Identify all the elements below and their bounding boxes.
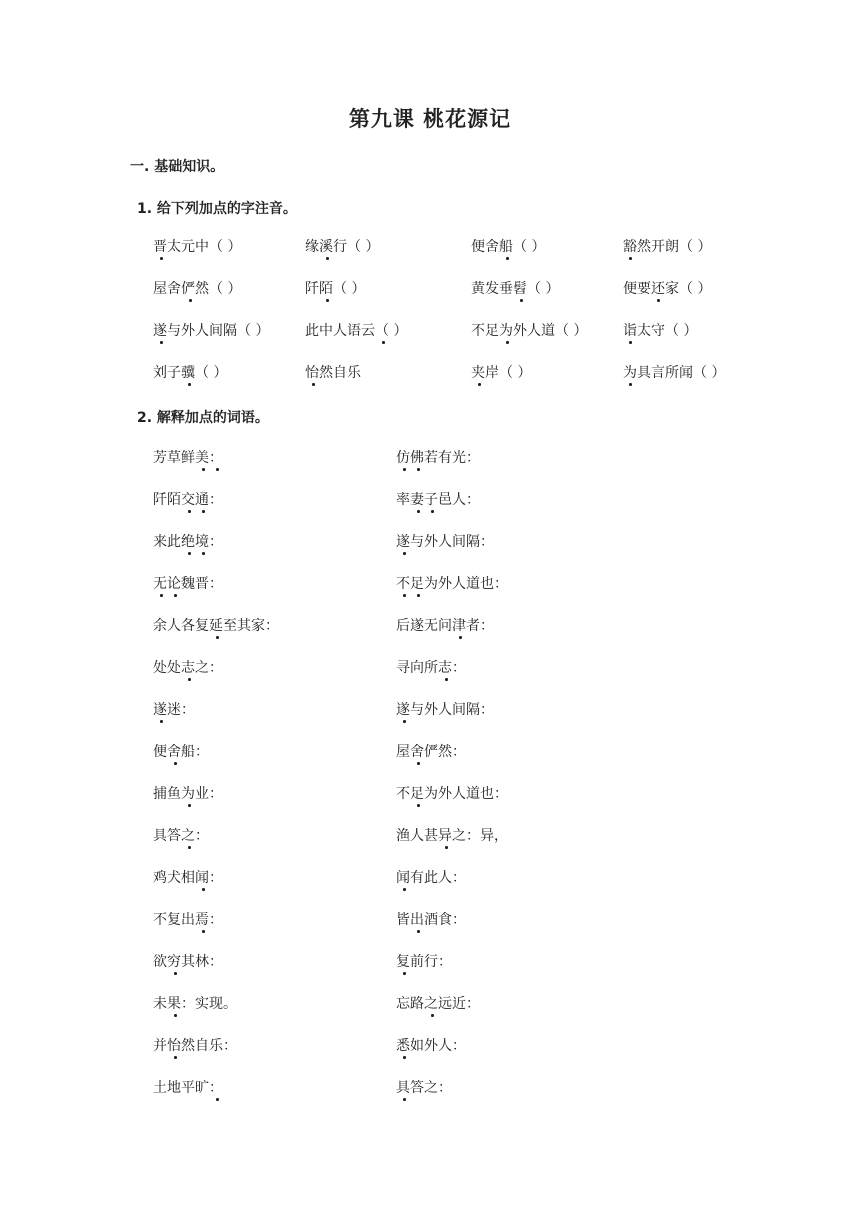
- emphasis-dot: [160, 341, 163, 344]
- definition-row: [153, 447, 713, 489]
- emphasis-dot: [174, 1056, 177, 1059]
- definition-item: 具答之：: [396, 1080, 452, 1096]
- definition-item: 余人各复延至其家：: [153, 618, 279, 634]
- pinyin-row: [153, 236, 753, 278]
- pinyin-item: 刘子骥（ ）: [153, 365, 228, 381]
- emphasis-dot: [403, 1098, 406, 1101]
- pinyin-exercise-grid: [153, 236, 753, 404]
- emphasis-dot: [202, 930, 205, 933]
- definition-item: 来此绝境：: [153, 534, 223, 550]
- emphasis-dot: [326, 299, 329, 302]
- definition-row: [153, 825, 713, 867]
- emphasis-dot: [445, 846, 448, 849]
- definition-item: 复前行：: [396, 954, 452, 970]
- pinyin-item: 黄发垂髫（ ）: [471, 281, 560, 297]
- emphasis-dot: [629, 257, 632, 260]
- definition-item: 阡陌交通：: [153, 492, 223, 508]
- definition-item: 渔人甚异之：异，: [396, 828, 508, 844]
- definition-row: [153, 489, 713, 531]
- emphasis-dot: [174, 1014, 177, 1017]
- definition-row: [153, 699, 713, 741]
- emphasis-dot: [403, 972, 406, 975]
- pinyin-item: 诣太守（ ）: [623, 323, 698, 339]
- definition-item: 忘路之远近：: [396, 996, 480, 1012]
- emphasis-dot: [216, 468, 219, 471]
- definition-item: 并怡然自乐：: [153, 1038, 237, 1054]
- emphasis-dot: [417, 594, 420, 597]
- definition-item: 便舍船：: [153, 744, 209, 760]
- pinyin-item: 夹岸（ ）: [471, 365, 532, 381]
- emphasis-dot: [417, 930, 420, 933]
- pinyin-item: 便要还家（ ）: [623, 281, 712, 297]
- emphasis-dot: [216, 1098, 219, 1101]
- emphasis-dot: [188, 552, 191, 555]
- definition-item: 遂与外人间隔：: [396, 702, 494, 718]
- definition-row: [153, 1035, 713, 1077]
- definition-item: 处处志之：: [153, 660, 223, 676]
- emphasis-dot: [629, 341, 632, 344]
- definition-row: [153, 993, 713, 1035]
- emphasis-dot: [160, 594, 163, 597]
- emphasis-dot: [160, 720, 163, 723]
- definition-row: [153, 783, 713, 825]
- emphasis-dot: [403, 720, 406, 723]
- definition-item: 不复出焉：: [153, 912, 223, 928]
- emphasis-dot: [417, 804, 420, 807]
- section-heading-basic-knowledge: 一. 基础知识。: [130, 159, 225, 175]
- pinyin-item: 晋太元中（ ）: [153, 239, 242, 255]
- definition-item: 具答之：: [153, 828, 209, 844]
- definition-item: 悉如外人：: [396, 1038, 466, 1054]
- emphasis-dot: [160, 257, 163, 260]
- definition-item: 仿佛若有光：: [396, 450, 480, 466]
- pinyin-item: 不足为外人道（ ）: [471, 323, 588, 339]
- definition-row: [153, 867, 713, 909]
- emphasis-dot: [403, 468, 406, 471]
- definition-row: [153, 615, 713, 657]
- emphasis-dot: [189, 299, 192, 302]
- definition-item: 无论魏晋：: [153, 576, 223, 592]
- definition-item: 鸡犬相闻：: [153, 870, 223, 886]
- pinyin-item: 为具言所闻（ ）: [623, 365, 726, 381]
- pinyin-row: [153, 278, 753, 320]
- emphasis-dot: [188, 678, 191, 681]
- definition-row: [153, 657, 713, 699]
- pinyin-item: 怡然自乐: [305, 365, 361, 381]
- emphasis-dot: [506, 341, 509, 344]
- emphasis-dot: [188, 510, 191, 513]
- emphasis-dot: [312, 383, 315, 386]
- definition-row: [153, 909, 713, 951]
- emphasis-dot: [629, 383, 632, 386]
- emphasis-dot: [174, 762, 177, 765]
- emphasis-dot: [520, 299, 523, 302]
- definition-item: 闻有此人：: [396, 870, 466, 886]
- definition-item: 后遂无问津者：: [396, 618, 494, 634]
- definition-item: 欲穷其林：: [153, 954, 223, 970]
- emphasis-dot: [326, 257, 329, 260]
- emphasis-dot: [431, 1014, 434, 1017]
- question-1-heading: 1. 给下列加点的字注音。: [137, 201, 297, 217]
- pinyin-item: 屋舍俨然（ ）: [153, 281, 242, 297]
- definition-item: 不足为外人道也：: [396, 786, 508, 802]
- page-title: 第九课 桃花源记: [348, 107, 512, 131]
- definition-item: 不足为外人道也：: [396, 576, 508, 592]
- pinyin-item: 豁然开朗（ ）: [623, 239, 712, 255]
- emphasis-dot: [403, 594, 406, 597]
- emphasis-dot: [657, 299, 660, 302]
- emphasis-dot: [188, 846, 191, 849]
- definition-exercise-grid: [153, 447, 713, 1119]
- emphasis-dot: [174, 972, 177, 975]
- emphasis-dot: [459, 636, 462, 639]
- definition-item: 土地平旷：: [153, 1080, 223, 1096]
- emphasis-dot: [202, 552, 205, 555]
- definition-item: 屋舍俨然：: [396, 744, 466, 760]
- pinyin-row: [153, 362, 753, 404]
- emphasis-dot: [403, 1056, 406, 1059]
- emphasis-dot: [417, 762, 420, 765]
- pinyin-item: 遂与外人间隔（ ）: [153, 323, 270, 339]
- definition-row: [153, 1077, 713, 1119]
- pinyin-row: [153, 320, 753, 362]
- emphasis-dot: [188, 383, 191, 386]
- pinyin-item: 便舍船（ ）: [471, 239, 546, 255]
- definition-row: [153, 531, 713, 573]
- emphasis-dot: [403, 888, 406, 891]
- definition-item: 皆出酒食：: [396, 912, 466, 928]
- emphasis-dot: [478, 383, 481, 386]
- emphasis-dot: [174, 594, 177, 597]
- emphasis-dot: [431, 510, 434, 513]
- definition-item: 捕鱼为业：: [153, 786, 223, 802]
- emphasis-dot: [202, 888, 205, 891]
- definition-item: 芳草鲜美：: [153, 450, 223, 466]
- emphasis-dot: [403, 552, 406, 555]
- definition-row: [153, 573, 713, 615]
- emphasis-dot: [506, 257, 509, 260]
- definition-item: 未果：实现。: [153, 996, 237, 1012]
- definition-item: 遂迷：: [153, 702, 195, 718]
- definition-item: 率妻子邑人：: [396, 492, 480, 508]
- definition-item: 遂与外人间隔：: [396, 534, 494, 550]
- emphasis-dot: [216, 636, 219, 639]
- definition-row: [153, 741, 713, 783]
- emphasis-dot: [417, 468, 420, 471]
- emphasis-dot: [202, 468, 205, 471]
- definition-item: 寻向所志：: [396, 660, 466, 676]
- emphasis-dot: [188, 804, 191, 807]
- emphasis-dot: [202, 510, 205, 513]
- pinyin-item: 此中人语云（ ）: [305, 323, 408, 339]
- pinyin-item: 阡陌（ ）: [305, 281, 366, 297]
- emphasis-dot: [417, 510, 420, 513]
- pinyin-item: 缘溪行（ ）: [305, 239, 380, 255]
- definition-row: [153, 951, 713, 993]
- emphasis-dot: [445, 678, 448, 681]
- question-2-heading: 2. 解释加点的词语。: [137, 410, 269, 426]
- emphasis-dot: [382, 341, 385, 344]
